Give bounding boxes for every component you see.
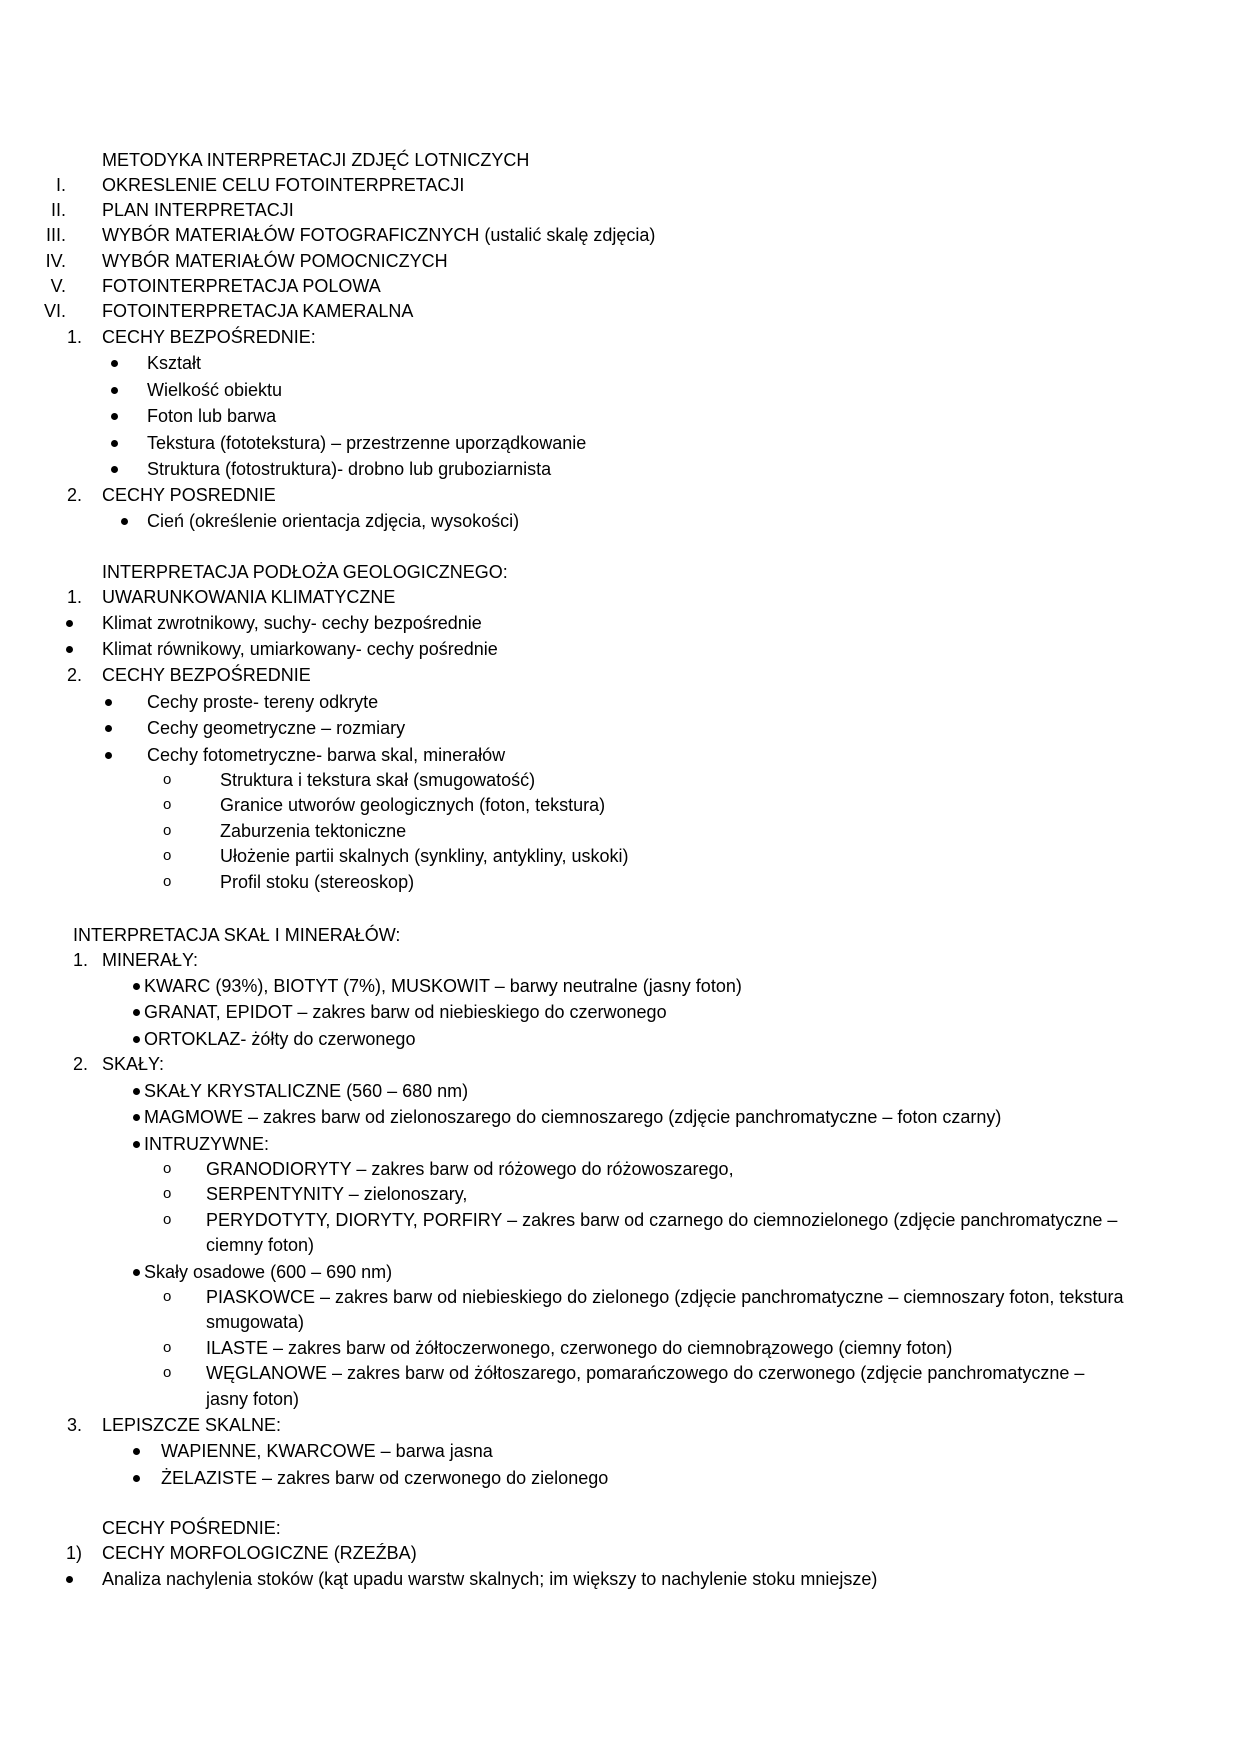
circle-item: o SERPENTYNITY – zielonoszary, xyxy=(163,1184,468,1204)
bullet-item: Wielkość obiektu xyxy=(0,378,1240,402)
bullet-item: Cień (określenie orientacja zdjęcia, wysokości) xyxy=(0,509,1240,533)
circle-item: o GRANODIORYTY – zakres barw od różowego do różowoszarego, xyxy=(163,1159,734,1179)
bullet-item: MAGMOWE – zakres barw od zielonoszarego do ciemnoszarego (zdjęcie panchromatyczne – foton czarny) xyxy=(0,1105,1240,1129)
circle-item-continuation: smugowata) xyxy=(206,1312,305,1332)
bullet-item: ŻELAZISTE – zakres barw od czerwonego do zielonego xyxy=(0,1466,1240,1490)
numbered-item: 1. MINERAŁY: xyxy=(72,950,199,970)
bullet-item: ORTOKLAZ- żółty do czerwonego xyxy=(0,1027,1240,1051)
bullet-icon xyxy=(133,1009,140,1016)
bullet-item: Tekstura (fototekstura) – przestrzenne uporządkowanie xyxy=(0,431,1240,455)
bullet-item: INTRUZYWNE: xyxy=(0,1132,1240,1156)
numbered-item: 1. CECHY BEZPOŚREDNIE: xyxy=(66,327,316,347)
circle-item: o PERYDOTYTY, DIORYTY, PORFIRY – zakres barw od czarnego do ciemnozielonego (zdjęcie panchromatyczne – xyxy=(163,1210,1118,1230)
circle-item: o Granice utworów geologicznych (foton, tekstura) xyxy=(163,795,606,815)
circle-bullet-icon: o xyxy=(163,822,172,839)
bullet-icon xyxy=(66,620,73,627)
circle-bullet-icon: o xyxy=(163,1339,172,1356)
bullet-icon xyxy=(111,466,118,473)
numbered-item: 2. SKAŁY: xyxy=(72,1054,165,1074)
circle-bullet-icon: o xyxy=(163,847,172,864)
roman-item: V. FOTOINTERPRETACJA POLOWA xyxy=(50,276,381,296)
bullet-item: Cechy proste- tereny odkryte xyxy=(0,690,1240,714)
bullet-icon xyxy=(133,1114,140,1121)
circle-bullet-icon: o xyxy=(163,1288,172,1305)
bullet-item: Skały osadowe (600 – 690 nm) xyxy=(0,1260,1240,1284)
bullet-icon xyxy=(133,1448,140,1455)
bullet-icon xyxy=(111,360,118,367)
bullet-icon xyxy=(121,518,128,525)
bullet-item: Cechy geometryczne – rozmiary xyxy=(0,716,1240,740)
circle-bullet-icon: o xyxy=(163,1160,172,1177)
bullet-item: GRANAT, EPIDOT – zakres barw od niebieskiego do czerwonego xyxy=(0,1000,1240,1024)
numbered-item: 3. LEPISZCZE SKALNE: xyxy=(66,1415,282,1435)
bullet-icon xyxy=(111,387,118,394)
circle-item: o PIASKOWCE – zakres barw od niebieskiego do zielonego (zdjęcie panchromatyczne – ciemnoszary foton, tekstura xyxy=(163,1287,1124,1307)
bullet-icon xyxy=(111,440,118,447)
bullet-icon xyxy=(66,646,73,653)
section3-title: INTERPRETACJA SKAŁ I MINERAŁÓW: xyxy=(73,925,401,945)
bullet-icon xyxy=(133,1269,140,1276)
bullet-icon xyxy=(133,1036,140,1043)
bullet-icon xyxy=(133,1141,140,1148)
bullet-icon xyxy=(133,983,140,990)
bullet-item: Klimat równikowy, umiarkowany- cechy pośrednie xyxy=(0,637,1240,661)
bullet-item: Cechy fotometryczne- barwa skal, minerałów xyxy=(0,743,1240,767)
bullet-icon xyxy=(111,413,118,420)
circle-bullet-icon: o xyxy=(163,1185,172,1202)
bullet-icon xyxy=(105,752,112,759)
bullet-item: Analiza nachylenia stoków (kąt upadu warstw skalnych; im większy to nachylenie stoku mniejsze) xyxy=(0,1567,1240,1591)
bullet-item: SKAŁY KRYSTALICZNE (560 – 680 nm) xyxy=(0,1079,1240,1103)
roman-item: IV. WYBÓR MATERIAŁÓW POMOCNICZYCH xyxy=(45,251,448,271)
circle-bullet-icon: o xyxy=(163,796,172,813)
numbered-item: 2. CECHY BEZPOŚREDNIE xyxy=(66,665,311,685)
bullet-icon xyxy=(105,699,112,706)
bullet-icon xyxy=(133,1088,140,1095)
section2-title: INTERPRETACJA PODŁOŻA GEOLOGICZNEGO: xyxy=(102,562,508,582)
bullet-icon xyxy=(66,1576,73,1583)
circle-item: o Zaburzenia tektoniczne xyxy=(163,821,407,841)
circle-item-continuation: ciemny foton) xyxy=(206,1235,315,1255)
circle-item-continuation: jasny foton) xyxy=(206,1389,300,1409)
circle-item: o Ułożenie partii skalnych (synkliny, antykliny, uskoki) xyxy=(163,846,629,866)
roman-item: VI. FOTOINTERPRETACJA KAMERALNA xyxy=(43,301,414,321)
circle-bullet-icon: o xyxy=(163,1364,172,1381)
circle-item: o Profil stoku (stereoskop) xyxy=(163,872,415,892)
roman-item: III. WYBÓR MATERIAŁÓW FOTOGRAFICZNYCH (ustalić skalę zdjęcia) xyxy=(45,225,656,245)
circle-item: o ILASTE – zakres barw od żółtoczerwonego, czerwonego do ciemnobrązowego (ciemny foton) xyxy=(163,1338,953,1358)
circle-bullet-icon: o xyxy=(163,1211,172,1228)
bullet-item: Kształt xyxy=(0,351,1240,375)
roman-item: I. OKRESLENIE CELU FOTOINTERPRETACJI xyxy=(55,175,465,195)
bullet-item: KWARC (93%), BIOTYT (7%), MUSKOWIT – barwy neutralne (jasny foton) xyxy=(0,974,1240,998)
bullet-item: Klimat zwrotnikowy, suchy- cechy bezpośrednie xyxy=(0,611,1240,635)
section1-title: METODYKA INTERPRETACJI ZDJĘĆ LOTNICZYCH xyxy=(102,150,530,170)
section4-title: CECHY POŚREDNIE: xyxy=(102,1518,281,1538)
bullet-item: Struktura (fotostruktura)- drobno lub gruboziarnista xyxy=(0,457,1240,481)
circle-bullet-icon: o xyxy=(163,771,172,788)
numbered-item: 1. UWARUNKOWANIA KLIMATYCZNE xyxy=(66,587,396,607)
bullet-item: WAPIENNE, KWARCOWE – barwa jasna xyxy=(0,1439,1240,1463)
numbered-item: 1) CECHY MORFOLOGICZNE (RZEŹBA) xyxy=(65,1543,417,1563)
roman-item: II. PLAN INTERPRETACJI xyxy=(50,200,294,220)
circle-item: o WĘGLANOWE – zakres barw od żółtoszarego, pomarańczowego do czerwonego (zdjęcie panchromatyczne – xyxy=(163,1363,1085,1383)
bullet-item: Foton lub barwa xyxy=(0,404,1240,428)
bullet-icon xyxy=(133,1475,140,1482)
bullet-icon xyxy=(105,725,112,732)
circle-item: o Struktura i tekstura skał (smugowatość) xyxy=(163,770,536,790)
circle-bullet-icon: o xyxy=(163,873,172,890)
numbered-item: 2. CECHY POSREDNIE xyxy=(66,485,276,505)
